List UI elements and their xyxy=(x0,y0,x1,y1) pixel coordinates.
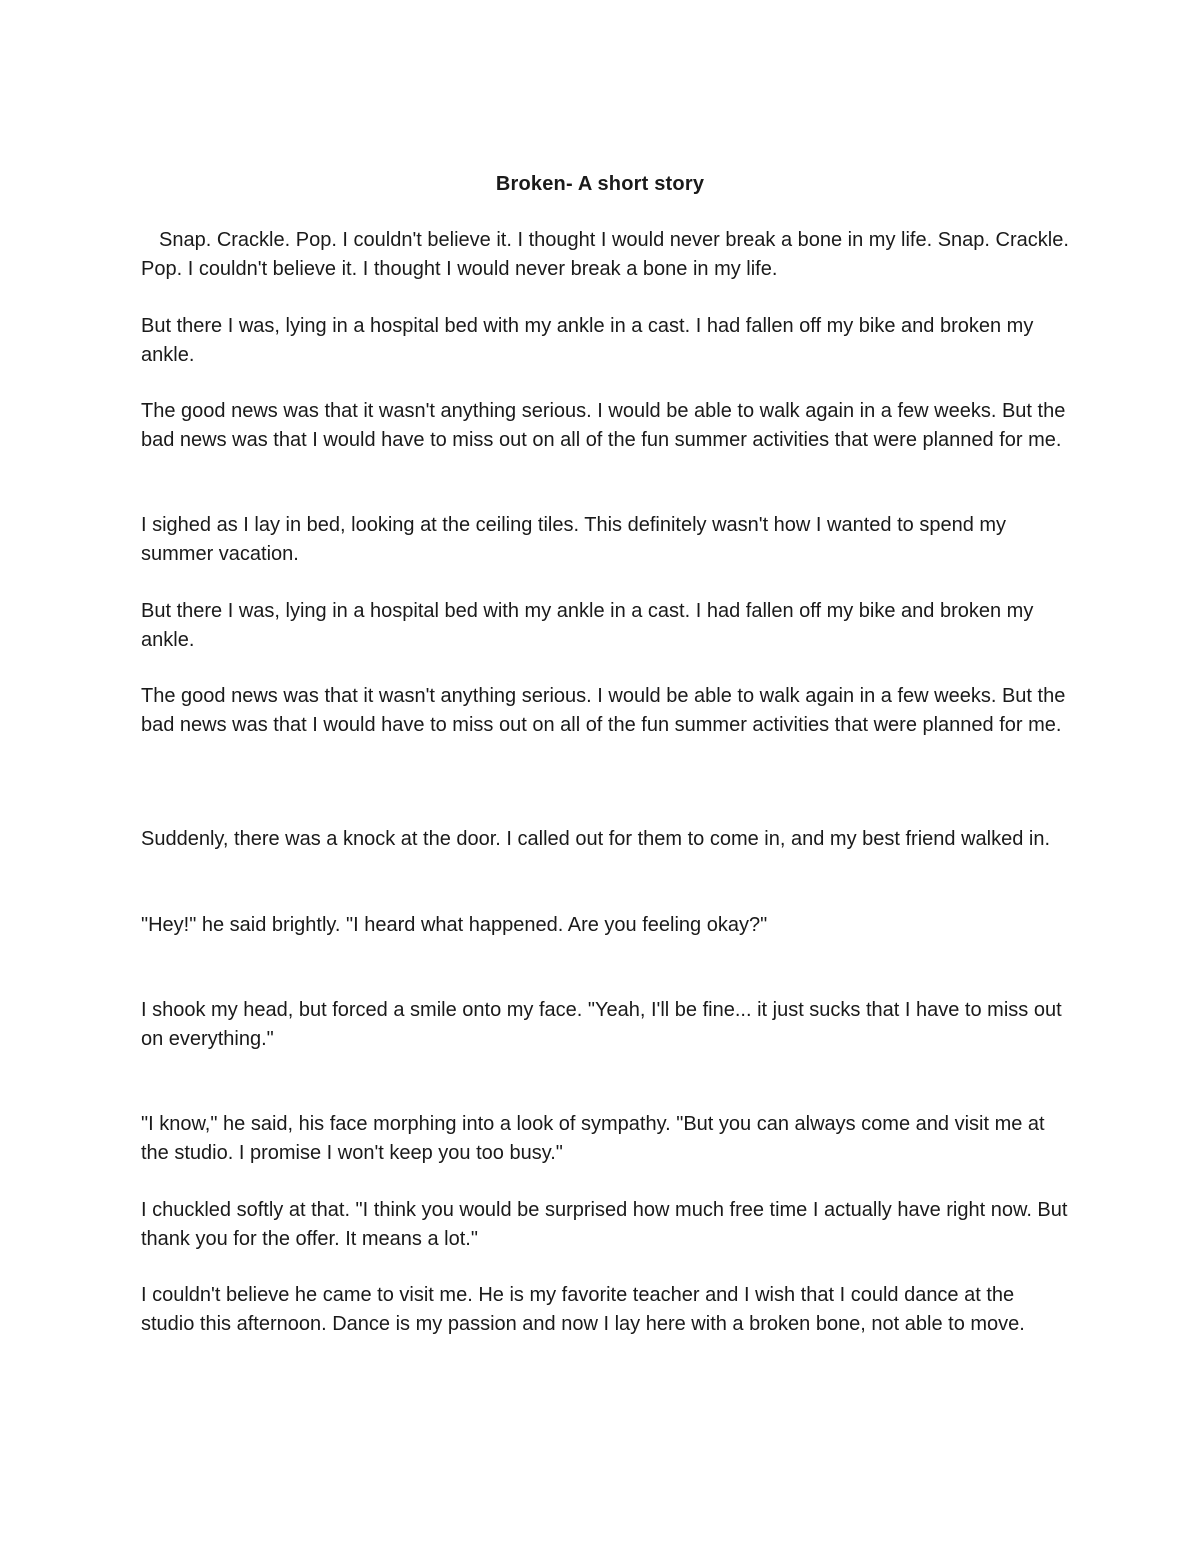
paragraph-3: The good news was that it wasn't anything serious. I would be able to walk again in a few weeks. But the bad news was that I would have to miss out on all of the fun summer activities that were planned for me. xyxy=(141,400,1066,451)
paragraph-10: "I know," he said, his face morphing into a look of sympathy. "But you can always come and visit me at the studio. I promise I won't keep you too busy." xyxy=(141,1113,1045,1164)
paragraph-12: I couldn't believe he came to visit me. He is my favorite teacher and I wish that I could dance at the studio this afternoon. Dance is my passion and now I lay here with a broken bone, not able to move. xyxy=(141,1284,1025,1335)
paragraph-11: I chuckled softly at that. "I think you would be surprised how much free time I actually have right now. But thank you for the offer. It means a lot." xyxy=(141,1199,1068,1250)
paragraph-7: Suddenly, there was a knock at the door. I called out for them to come in, and my best friend walked in. xyxy=(141,828,1051,850)
paragraph-9: I shook my head, but forced a smile onto my face. "Yeah, I'll be fine... it just sucks that I have to miss out on everything." xyxy=(141,999,1062,1050)
paragraph-6: The good news was that it wasn't anything serious. I would be able to walk again in a few weeks. But the bad news was that I would have to miss out on all of the fun summer activities that were planned for me. xyxy=(141,685,1066,736)
story-title: Broken- A short story xyxy=(495,173,705,195)
paragraph-1: Snap. Crackle. Pop. I couldn't believe it. I thought I would never break a bone in my life. Snap. Crackle. Pop. I couldn't believe it. I thought I would never break a bone in my life. xyxy=(141,229,1069,280)
paragraph-8: "Hey!" he said brightly. "I heard what happened. Are you feeling okay?" xyxy=(141,914,768,936)
paragraph-4: I sighed as I lay in bed, looking at the ceiling tiles. This definitely wasn't how I wanted to spend my summer vacation. xyxy=(141,514,1007,565)
paragraph-5: But there I was, lying in a hospital bed with my ankle in a cast. I had fallen off my bike and broken my ankle. xyxy=(141,600,1034,651)
paragraph-2: But there I was, lying in a hospital bed with my ankle in a cast. I had fallen off my bike and broken my ankle. xyxy=(141,315,1034,366)
